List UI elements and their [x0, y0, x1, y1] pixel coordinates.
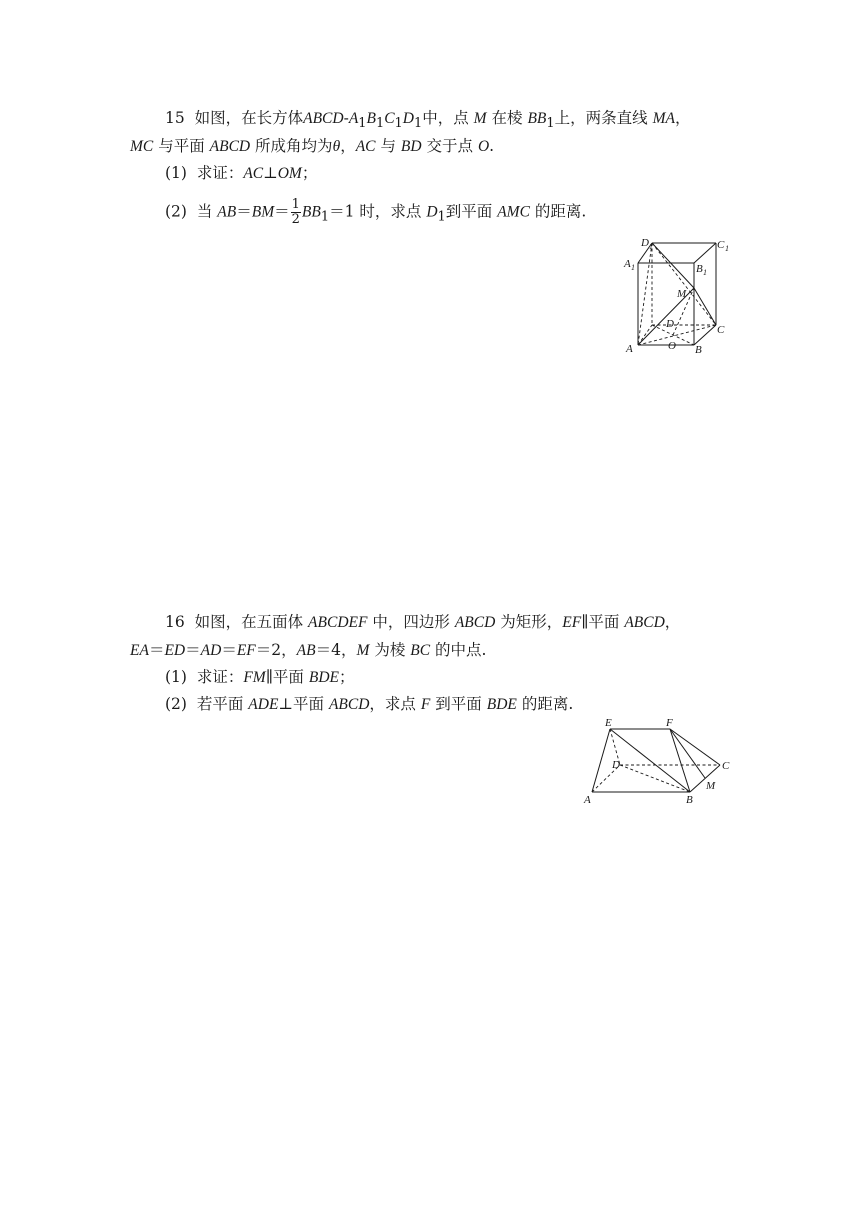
- label-D: D: [666, 318, 674, 330]
- problem-15-line-2: MC 与平面 ABCD 所成角均为θ，AC 与 BD 交于点 O.: [130, 137, 495, 155]
- figure-cuboid: [620, 236, 740, 356]
- label-E: E: [605, 717, 612, 729]
- label-B: B: [695, 344, 702, 356]
- problem-16-part-2: (2) 若平面 ADE⊥平面 ABCD，求点 F 到平面 BDE 的距离.: [165, 695, 574, 713]
- svg-text:1: 1: [649, 242, 653, 251]
- label-D: D: [612, 759, 620, 771]
- svg-text:1: 1: [703, 268, 707, 277]
- svg-text:1: 1: [725, 244, 729, 253]
- figure-pentahedron: [580, 714, 740, 806]
- fraction-one-half: $\frac{1}{2}$: [291, 197, 300, 227]
- label-A1: A: [624, 258, 631, 270]
- problem-number: 15: [165, 109, 185, 127]
- problem-15-part-2: (2) 当 AB＝BM＝ $\frac{1}{2}$ $BB_1=1$ 时，求点 $D_1$到平面 AMC 的距离.: [165, 197, 587, 227]
- label-B1: B: [696, 263, 703, 275]
- label-A: A: [584, 794, 591, 806]
- problem-16-line-1: 16 如图，在五面体 ABCDEF 中，四边形 ABCD 为矩形，EF∥平面 ABCD，: [165, 613, 681, 631]
- problem-15-line-1: 15 如图，在长方体ABCD-$A_1B_1C_1D_1$中，点 M 在棱 $BB_1$上，两条直线 MA，: [165, 109, 691, 132]
- label-A: A: [626, 343, 633, 355]
- problem-16-line-2: EA＝ED＝AD＝EF＝2，AB＝4，M 为棱 BC 的中点.: [130, 641, 487, 659]
- label-C: C: [717, 324, 725, 336]
- svg-text:1: 1: [631, 263, 635, 272]
- label-M: M: [677, 288, 687, 300]
- label-O: O: [668, 340, 676, 352]
- label-B: B: [686, 794, 693, 806]
- problem-15-part-1: (1) 求证：AC⊥OM；: [165, 164, 318, 182]
- label-D1: D: [641, 237, 649, 249]
- problem-number: 16: [165, 613, 185, 631]
- problem-16-part-1: (1) 求证：FM∥平面 BDE；: [165, 668, 355, 686]
- label-M: M: [706, 780, 716, 792]
- label-C: C: [722, 760, 730, 772]
- label-F: F: [666, 717, 673, 729]
- label-C1: C: [717, 239, 725, 251]
